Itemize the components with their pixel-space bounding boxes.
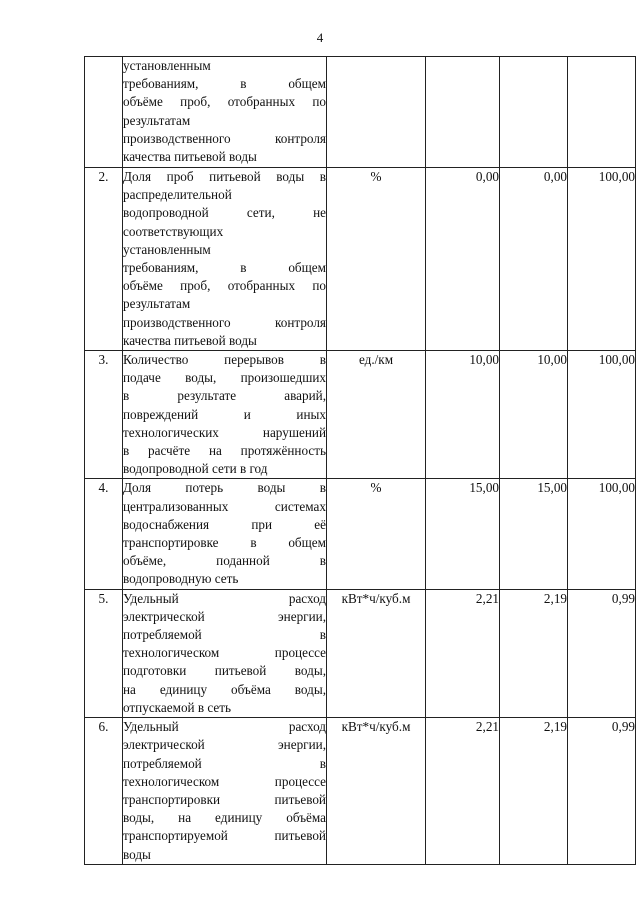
description-line: подаче воды, произошедших bbox=[123, 370, 326, 386]
description-line: распределительной bbox=[123, 187, 232, 203]
description-line: транспортировки питьевой bbox=[123, 791, 326, 807]
description-line: транспортировке в общем bbox=[123, 535, 326, 551]
description-line: подготовки питьевой воды, bbox=[123, 663, 326, 679]
table-row bbox=[85, 57, 636, 168]
description-line: повреждений и иных bbox=[123, 406, 326, 422]
value-cell-1: 2,21 bbox=[426, 589, 500, 717]
value-cell-3: 0,99 bbox=[568, 718, 636, 865]
description-line: водопроводной сети, не bbox=[123, 205, 326, 221]
description-line: установленным bbox=[123, 241, 211, 257]
value-cell-2: 2,19 bbox=[500, 718, 568, 865]
row-number-cell: 4. bbox=[85, 479, 123, 589]
table-row bbox=[85, 589, 636, 717]
description-line: качества питьевой воды bbox=[123, 149, 257, 165]
indicators-table-body bbox=[85, 57, 636, 865]
value-cell-1: 0,00 bbox=[426, 168, 500, 351]
unit-cell: кВт*ч/куб.м bbox=[327, 718, 426, 865]
row-number-cell: 3. bbox=[85, 351, 123, 479]
description-line: производственного контроля bbox=[123, 314, 326, 330]
description-line: технологическом процессе bbox=[123, 645, 326, 661]
value-cell-3: 0,99 bbox=[568, 589, 636, 717]
description-line: результатам bbox=[123, 296, 191, 312]
description-line: централизованных системах bbox=[123, 498, 326, 514]
unit-cell: % bbox=[327, 168, 426, 351]
description-line: потребляемой в bbox=[123, 755, 326, 771]
description-line: установленным bbox=[123, 58, 211, 73]
unit-cell: ед./км bbox=[327, 351, 426, 479]
description-line: технологическом процессе bbox=[123, 773, 326, 789]
row-number-cell: 6. bbox=[85, 718, 123, 865]
value-cell-2: 15,00 bbox=[500, 479, 568, 589]
value-cell-2: 2,19 bbox=[500, 589, 568, 717]
table-row bbox=[85, 479, 636, 589]
value-cell-1: 15,00 bbox=[426, 479, 500, 589]
description-line: требованиям, в общем bbox=[123, 260, 326, 276]
description-line: соответствующих bbox=[123, 223, 224, 239]
unit-cell: кВт*ч/куб.м bbox=[327, 589, 426, 717]
description-line: воды bbox=[123, 846, 151, 862]
description-line: требованиям, в общем bbox=[123, 76, 326, 92]
value-cell-3 bbox=[568, 57, 636, 168]
value-cell-1 bbox=[426, 57, 500, 168]
description-line: Доля проб питьевой воды в bbox=[123, 169, 326, 184]
value-cell-1: 10,00 bbox=[426, 351, 500, 479]
indicator-description-cell bbox=[123, 351, 327, 479]
table-row bbox=[85, 168, 636, 351]
value-cell-3: 100,00 bbox=[568, 351, 636, 479]
description-line: транспортируемой питьевой bbox=[123, 828, 326, 844]
description-line: объёме проб, отобранных по bbox=[123, 94, 326, 110]
description-line: водоснабжения при её bbox=[123, 516, 326, 532]
description-line: Количество перерывов в bbox=[123, 352, 326, 368]
row-number-cell: 5. bbox=[85, 589, 123, 717]
description-line: Удельный расход bbox=[123, 719, 326, 735]
value-cell-3: 100,00 bbox=[568, 479, 636, 589]
description-line: Удельный расход bbox=[123, 590, 326, 606]
description-line: объёме проб, отобранных по bbox=[123, 278, 326, 294]
row-number-cell: 2. bbox=[85, 168, 123, 351]
indicator-description-cell bbox=[123, 479, 327, 589]
description-line: результатам bbox=[123, 112, 191, 128]
description-line: технологических нарушений bbox=[123, 424, 326, 440]
indicator-description-cell bbox=[123, 168, 327, 351]
indicator-description-cell bbox=[123, 589, 327, 717]
description-line: потребляемой в bbox=[123, 627, 326, 643]
row-number-cell bbox=[85, 57, 123, 168]
indicator-description-cell bbox=[123, 57, 327, 168]
description-line: электрической энергии, bbox=[123, 608, 326, 624]
description-line: в результате аварий, bbox=[123, 388, 326, 404]
description-line: электрической энергии, bbox=[123, 737, 326, 753]
value-cell-2 bbox=[500, 57, 568, 168]
description-line: в расчёте на протяжённость bbox=[123, 443, 326, 459]
table-row bbox=[85, 351, 636, 479]
value-cell-3: 100,00 bbox=[568, 168, 636, 351]
unit-cell bbox=[327, 57, 426, 168]
value-cell-1: 2,21 bbox=[426, 718, 500, 865]
value-cell-2: 0,00 bbox=[500, 168, 568, 351]
description-line: на единицу объёма воды, bbox=[123, 681, 326, 697]
description-line: качества питьевой воды bbox=[123, 332, 257, 348]
description-line: водопроводную сеть bbox=[123, 571, 239, 587]
description-line: воды, на единицу объёма bbox=[123, 810, 326, 826]
indicators-table bbox=[84, 56, 636, 865]
indicator-description-cell bbox=[123, 718, 327, 865]
unit-cell: % bbox=[327, 479, 426, 589]
description-line: водопроводной сети в год bbox=[123, 461, 268, 477]
description-line: производственного контроля bbox=[123, 130, 326, 146]
page-number: 4 bbox=[316, 30, 324, 45]
description-line: объёме, поданной в bbox=[123, 553, 326, 569]
description-line: отпускаемой в сеть bbox=[123, 699, 232, 715]
table-row bbox=[85, 718, 636, 865]
value-cell-2: 10,00 bbox=[500, 351, 568, 479]
description-line: Доля потерь воды в bbox=[123, 480, 326, 496]
